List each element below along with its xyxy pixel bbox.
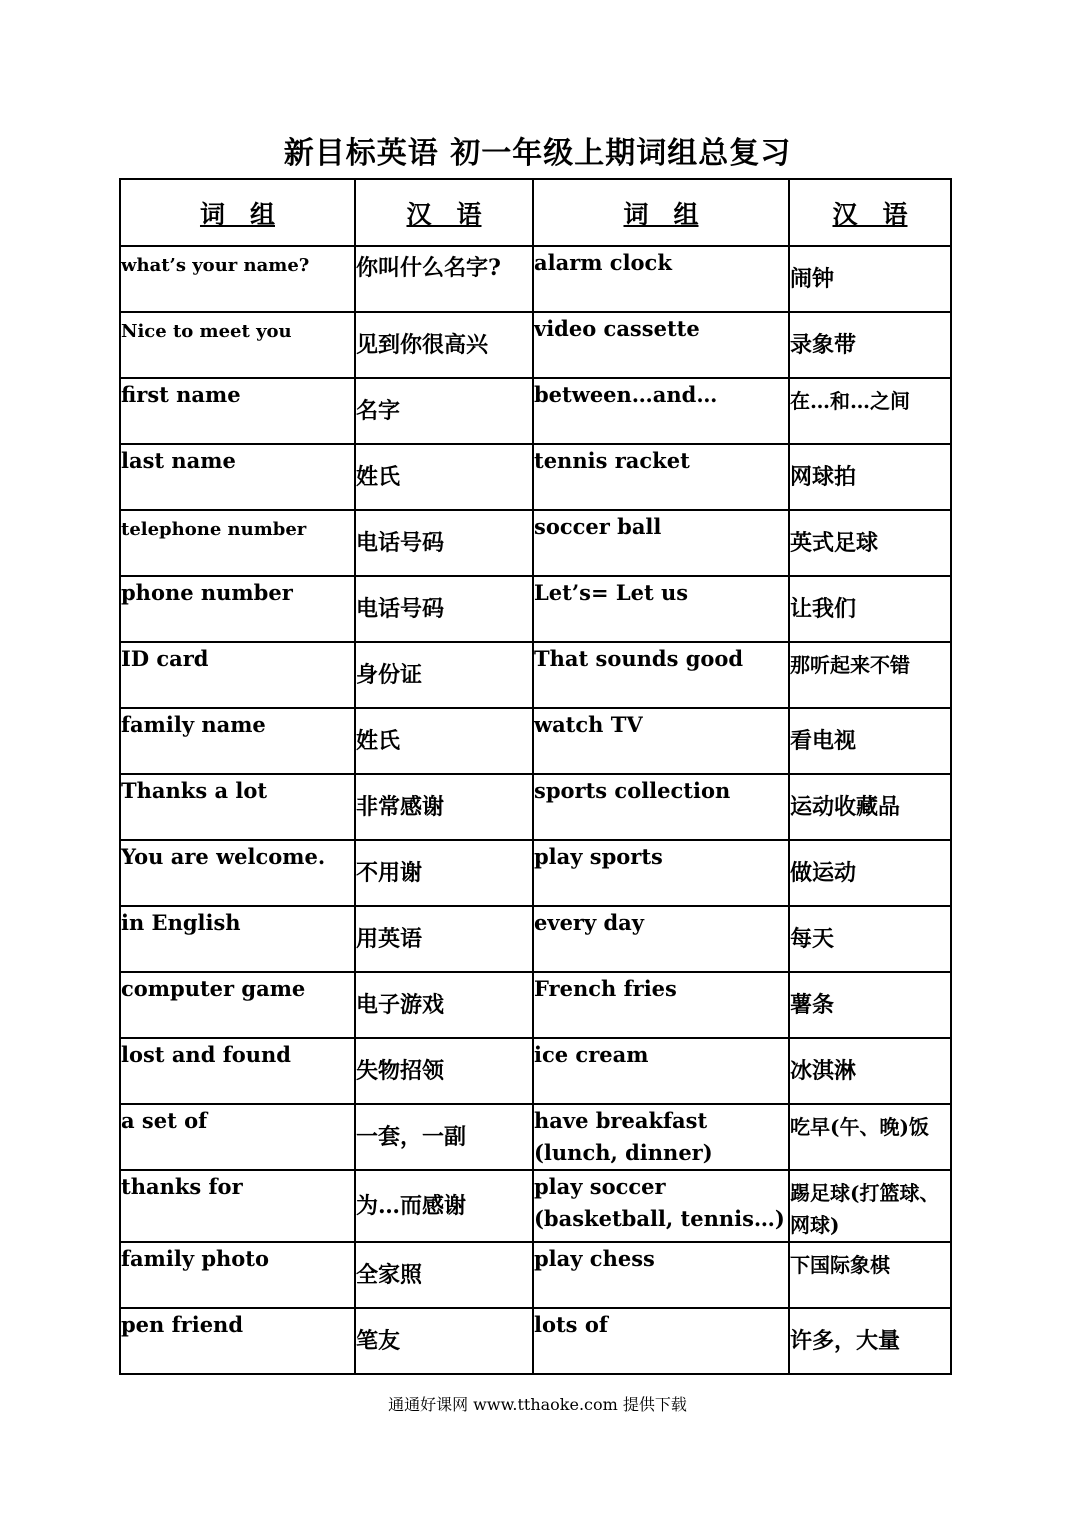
phrase-cell: pen friend [120,1308,355,1374]
translation-cell: 名字 [355,378,533,444]
translation-cell: 电子游戏 [355,972,533,1038]
translation-cell: 笔友 [355,1308,533,1374]
translation-cell: 下国际象棋 [789,1242,951,1308]
translation-cell: 非常感谢 [355,774,533,840]
phrase-cell: video cassette [533,312,789,378]
translation-cell: 为…而感谢 [355,1170,533,1242]
phrase-cell: play soccer (basketball, tennis…) [533,1170,789,1242]
phrase-cell: family name [120,708,355,774]
phrase-cell: play chess [533,1242,789,1308]
translation-cell: 电话号码 [355,510,533,576]
translation-cell: 让我们 [789,576,951,642]
translation-cell: 一套，一副 [355,1104,533,1170]
table-row [120,378,951,444]
translation-cell: 英式足球 [789,510,951,576]
phrase-cell: telephone number [120,510,355,576]
table-row [120,1242,951,1308]
footer-credit: 通通好课网 www.tthaoke.com 提供下载 [388,1395,687,1414]
table-row [120,906,951,972]
translation-cell: 你叫什么名字? [355,246,533,312]
translation-cell: 姓氏 [355,444,533,510]
phrase-cell: That sounds good [533,642,789,708]
table-row [120,840,951,906]
table-row [120,708,951,774]
translation-cell: 踢足球(打篮球、网球) [789,1170,951,1242]
translation-cell: 姓氏 [355,708,533,774]
table-row [120,1038,951,1104]
table-header-row [120,179,951,246]
translation-cell: 全家照 [355,1242,533,1308]
translation-cell: 身份证 [355,642,533,708]
translation-cell: 运动收藏品 [789,774,951,840]
phrase-cell: in English [120,906,355,972]
phrase-cell: watch TV [533,708,789,774]
translation-cell: 在…和…之间 [789,378,951,444]
table-row [120,642,951,708]
phrase-cell: tennis racket [533,444,789,510]
phrase-cell: phone number [120,576,355,642]
translation-cell: 做运动 [789,840,951,906]
phrase-cell: lost and found [120,1038,355,1104]
page-title: 新目标英语 初一年级上期词组总复习 [283,136,792,171]
header-phrase-1: 词 组 [120,179,355,246]
translation-cell: 录象带 [789,312,951,378]
phrase-cell: Thanks a lot [120,774,355,840]
phrase-cell: ice cream [533,1038,789,1104]
translation-cell: 许多，大量 [789,1308,951,1374]
phrase-cell: You are welcome. [120,840,355,906]
translation-cell: 那听起来不错 [789,642,951,708]
translation-cell: 吃早(午、晚)饭 [789,1104,951,1170]
header-phrase-2: 词 组 [533,179,789,246]
translation-cell: 薯条 [789,972,951,1038]
phrase-cell: family photo [120,1242,355,1308]
phrase-cell: between…and… [533,378,789,444]
phrase-cell: have breakfast (lunch, dinner) [533,1104,789,1170]
phrase-cell: lots of [533,1308,789,1374]
translation-cell: 用英语 [355,906,533,972]
phrase-cell: French fries [533,972,789,1038]
phrase-cell: alarm clock [533,246,789,312]
translation-cell: 电话号码 [355,576,533,642]
translation-cell: 网球拍 [789,444,951,510]
phrase-cell: a set of [120,1104,355,1170]
table-row [120,312,951,378]
translation-cell: 闹钟 [789,246,951,312]
table-row [120,1308,951,1374]
translation-cell: 见到你很高兴 [355,312,533,378]
table-row [120,972,951,1038]
phrase-cell: Let’s= Let us [533,576,789,642]
phrase-cell: thanks for [120,1170,355,1242]
table-row [120,774,951,840]
table-row [120,510,951,576]
phrase-cell: what’s your name? [120,246,355,312]
header-chinese-1: 汉 语 [355,179,533,246]
table-row [120,576,951,642]
translation-cell: 每天 [789,906,951,972]
phrase-cell: play sports [533,840,789,906]
header-chinese-2: 汉 语 [789,179,951,246]
phrase-cell: soccer ball [533,510,789,576]
table-row [120,1170,951,1242]
phrase-cell: computer game [120,972,355,1038]
vocab-table [119,178,952,1375]
table-row [120,246,951,312]
translation-cell: 不用谢 [355,840,533,906]
phrase-cell: last name [120,444,355,510]
table-row [120,1104,951,1170]
table-row [120,444,951,510]
phrase-cell: sports collection [533,774,789,840]
phrase-cell: Nice to meet you [120,312,355,378]
translation-cell: 失物招领 [355,1038,533,1104]
phrase-cell: first name [120,378,355,444]
translation-cell: 冰淇淋 [789,1038,951,1104]
phrase-cell: ID card [120,642,355,708]
phrase-cell: every day [533,906,789,972]
translation-cell: 看电视 [789,708,951,774]
